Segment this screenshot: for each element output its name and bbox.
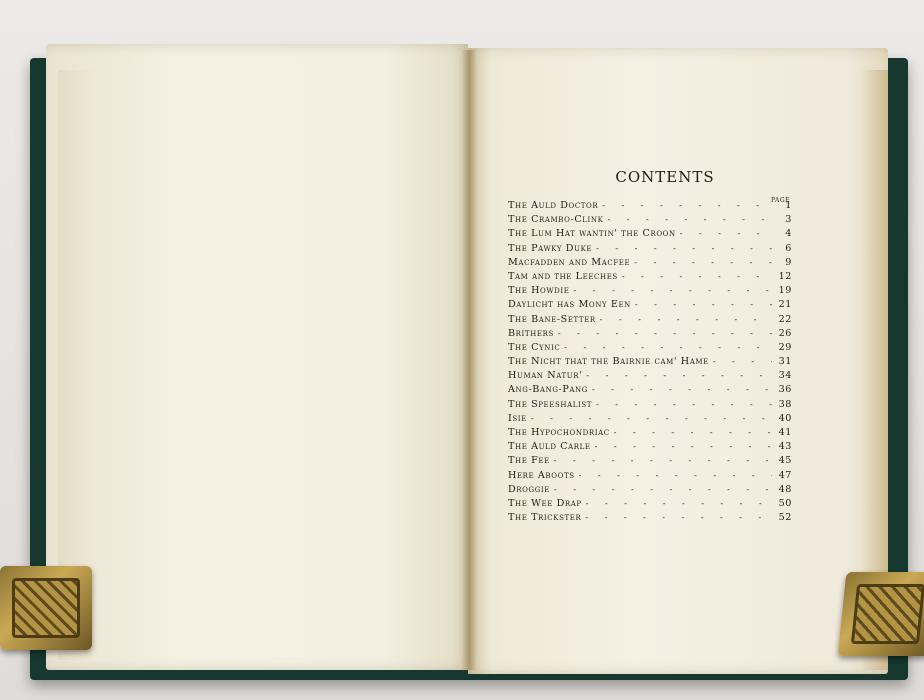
entry-title: The Auld Doctor [508, 200, 599, 211]
contents-list [508, 200, 792, 526]
dot-leader [586, 371, 772, 380]
dot-leader [531, 414, 772, 423]
entry-page-number: 41 [778, 427, 792, 438]
entry-page-number: 47 [778, 469, 792, 481]
entry-title: The Cynic [508, 341, 561, 353]
entry-title: The Crambo-Clink [508, 214, 604, 226]
entry-page-number: 1 [785, 200, 792, 211]
contents-entry [508, 356, 792, 370]
brass-book-stand-left [0, 566, 92, 650]
dot-leader [635, 300, 772, 309]
entry-title: Daylicht has Mony Een [508, 299, 631, 311]
contents-entry [508, 427, 792, 441]
entry-page-number: 19 [778, 285, 792, 297]
dot-leader [558, 329, 772, 338]
entry-title: The Fee [508, 455, 550, 467]
dot-leader [596, 244, 772, 253]
entry-page-number: 48 [778, 483, 792, 495]
contents-entry [508, 512, 792, 526]
contents-entry [508, 214, 792, 228]
entry-page-number: 22 [778, 313, 792, 325]
entry-title: Tam and the Leeches [508, 270, 618, 282]
dot-leader [614, 428, 772, 437]
contents-entry [508, 228, 792, 242]
dot-leader [596, 400, 772, 409]
entry-page-number: 36 [778, 384, 792, 396]
entry-page-number: 6 [785, 242, 792, 254]
dot-leader [600, 315, 772, 324]
contents-entry [508, 413, 792, 427]
dot-leader [602, 201, 772, 210]
entry-title: Macfadden and Macfee [508, 256, 631, 268]
contents-entry [508, 441, 792, 455]
dot-leader [554, 456, 772, 465]
entry-page-number: 29 [778, 341, 792, 353]
entry-page-number: 34 [778, 370, 792, 382]
entry-page-number: 21 [778, 299, 792, 311]
dot-leader [579, 471, 772, 480]
entry-page-number: 9 [785, 256, 792, 268]
contents-entry [508, 271, 792, 285]
dot-leader [607, 215, 772, 224]
entry-title: Human Natur' [508, 370, 583, 382]
dot-leader [585, 513, 772, 522]
contents-entry [508, 498, 792, 512]
entry-page-number: 38 [778, 398, 792, 410]
entry-page-number: 3 [785, 214, 792, 226]
entry-title: The Nicht that the Bairnie cam' Hame [508, 356, 709, 368]
entry-title: The Trickster [508, 512, 582, 524]
entry-title: Isie [508, 412, 527, 424]
dot-leader [713, 357, 772, 366]
contents-entry [508, 328, 792, 342]
entry-title: Brithers [508, 327, 554, 339]
table-of-contents [508, 168, 792, 526]
dot-leader [634, 258, 772, 267]
contents-entry [508, 285, 792, 299]
entry-page-number: 4 [785, 228, 792, 240]
page-column-heading: PAGE [771, 197, 790, 204]
contents-heading: CONTENTS [615, 168, 715, 186]
entry-title: The Lum Hat wantin' the Croon [508, 228, 676, 240]
entry-title: The Speeshalist [508, 398, 592, 410]
dot-leader [586, 499, 772, 508]
contents-entry [508, 342, 792, 356]
entry-title: The Auld Carle [508, 441, 591, 453]
dot-leader [564, 343, 772, 352]
contents-entry [508, 484, 792, 498]
entry-title: The Bane-Setter [508, 313, 596, 325]
entry-page-number: 52 [778, 512, 792, 524]
dot-leader [680, 229, 772, 238]
entry-page-number: 40 [778, 412, 792, 424]
book-gutter [462, 50, 476, 670]
entry-page-number: 43 [778, 441, 792, 453]
dot-leader [622, 272, 772, 281]
dot-leader [595, 442, 772, 451]
entry-page-number: 50 [778, 497, 792, 509]
brass-book-stand-right [838, 572, 924, 656]
dot-leader [592, 385, 772, 394]
contents-entry [508, 243, 792, 257]
left-blank-page [46, 44, 468, 670]
entry-title: Ang-Bang-Pang [508, 384, 588, 396]
contents-entry [508, 370, 792, 384]
entry-page-number: 31 [778, 356, 792, 368]
contents-entry [508, 455, 792, 469]
entry-page-number: 12 [778, 270, 792, 282]
dot-leader [554, 485, 772, 494]
entry-title: The Pawky Duke [508, 242, 593, 254]
contents-entry [508, 384, 792, 398]
stand-grip-pattern [12, 578, 80, 638]
contents-entry [508, 470, 792, 484]
stand-grip-pattern [851, 584, 924, 644]
entry-title: The Howdie [508, 285, 570, 297]
entry-page-number: 26 [778, 327, 792, 339]
entry-title: The Hypochondriac [508, 427, 610, 438]
contents-entry [508, 399, 792, 413]
dot-leader [573, 286, 772, 295]
entry-title: Here Aboots [508, 469, 575, 481]
contents-entry [508, 299, 792, 313]
contents-entry [508, 200, 792, 214]
entry-title: Droggie [508, 483, 550, 495]
entry-page-number: 45 [778, 455, 792, 467]
entry-title: The Wee Drap [508, 497, 582, 509]
contents-entry [508, 314, 792, 328]
contents-entry [508, 257, 792, 271]
